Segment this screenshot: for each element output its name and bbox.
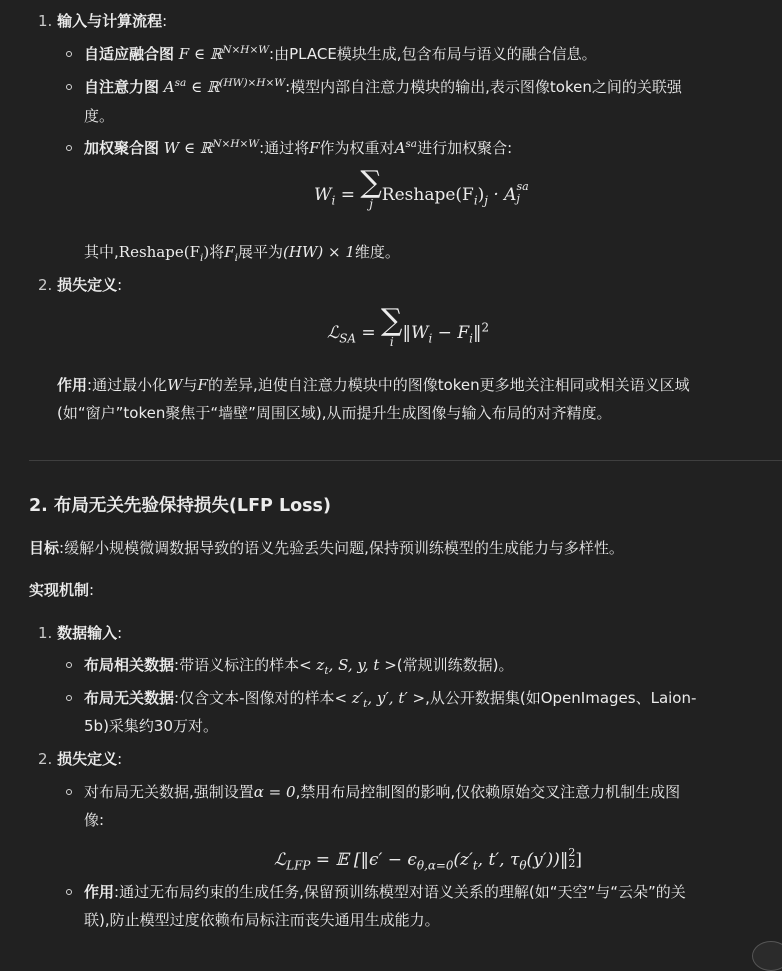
math-inline: W	[167, 376, 183, 394]
colon: :	[117, 624, 123, 642]
math-inline: A	[163, 78, 175, 96]
math-sup: sa	[405, 138, 418, 150]
note-text: 维度。	[354, 243, 400, 261]
eq-term: ℒ	[327, 323, 340, 343]
bullet-label: 布局无关数据	[84, 689, 175, 707]
eq-sup: sa	[516, 180, 529, 193]
math-sup: sa	[174, 77, 187, 89]
bullet-desc: :通过无布局约束的生成任务,保留预训练模型对语义关系的理解(如“天空”与“云朵”的关	[114, 883, 686, 901]
bullet-label: 自注意力图	[84, 78, 160, 96]
bullet-desc: 进行加权聚合:	[417, 139, 513, 157]
eq-term: = 𝔼 [‖ϵ′ − ϵ	[310, 850, 417, 870]
bullet-weighted-aggregation-map	[84, 136, 512, 160]
math-inline: , y′, t′ >	[367, 689, 426, 707]
math-sub: t	[324, 665, 329, 677]
math-inline: F	[309, 139, 320, 157]
item-title: 输入与计算流程	[57, 12, 163, 30]
bullet-desc: :模型内部自注意力模块的输出,表示图像token之间的关联强	[285, 78, 682, 96]
effect-text: 与	[182, 376, 198, 394]
eq-term: =	[335, 185, 361, 205]
bullet-self-attention-map	[84, 75, 682, 99]
bullet-label: 加权聚合图	[84, 139, 160, 157]
eq-sub: j	[484, 193, 488, 208]
math-inline: A	[394, 139, 406, 157]
bullet-adaptive-fusion-map	[84, 42, 597, 66]
bullet-icon	[66, 662, 72, 668]
eq-term: , t′, τ	[477, 850, 520, 870]
bullet-desc: :通过将	[259, 139, 310, 157]
list-item-input-flow	[38, 9, 167, 33]
list-item-loss-definition-2	[38, 747, 122, 771]
colon: :	[117, 750, 123, 768]
bullet-label: 作用	[84, 883, 115, 901]
effect-text: 的差异,迫使自注意力模块中的图像token更多地关注相同或相关语义区域	[207, 376, 690, 394]
list-number: 2.	[38, 750, 53, 768]
eq-term: (y′))‖	[526, 850, 569, 870]
eq-term: · A	[487, 185, 517, 205]
eq-sub: t	[472, 858, 478, 873]
goal-line	[29, 536, 624, 560]
bullet-icon	[66, 889, 72, 895]
math-sub: t	[363, 698, 368, 710]
math-inline: < z′	[334, 689, 364, 707]
sum-index: j	[369, 197, 373, 211]
eq-sub: θ,α=0	[416, 858, 454, 873]
math-inline: Reshape(F	[118, 243, 200, 261]
eq-sub: i	[469, 331, 473, 346]
eq-term: ]	[575, 850, 583, 870]
math-sub: i	[234, 252, 239, 264]
item-title: 数据输入	[57, 624, 118, 642]
bullet-desc: :带语义标注的样本	[174, 656, 300, 674]
math-inline: (HW) × 1	[283, 243, 355, 261]
equation-weighted-aggregation	[314, 165, 529, 214]
eq-sub: SA	[339, 331, 356, 346]
bullet-desc: (常规训练数据)。	[396, 656, 514, 674]
math-inline: < z	[299, 656, 325, 674]
eq-sup: 2	[481, 320, 490, 335]
list-item-loss-definition	[38, 273, 122, 297]
math-inline: α = 0	[253, 783, 296, 801]
bullet-desc: ,从公开数据集(如OpenImages、Laion-	[425, 689, 697, 707]
equation-lfp-loss	[274, 843, 582, 877]
math-inline: ∈ ℝ	[186, 78, 220, 96]
impl-line	[29, 578, 94, 602]
eq-sub: θ	[519, 858, 527, 873]
impl-label: 实现机制	[29, 581, 90, 599]
equation-sa-loss	[327, 303, 490, 352]
eq-sub: LFP	[286, 858, 311, 873]
scroll-button[interactable]	[752, 941, 782, 971]
bullet-desc: :由PLACE模块生成,包含布局与语义的融合信息。	[269, 45, 597, 63]
math-sup: (HW)×H×W	[219, 77, 286, 89]
sum-symbol: ∑ j	[360, 165, 382, 211]
section-heading-lfp-loss: 2. 布局无关先验保持损失(LFP Loss)	[29, 496, 331, 516]
bullet-layout-related-data	[84, 653, 513, 677]
colon: :	[117, 276, 123, 294]
eq-term: ℒ	[274, 850, 287, 870]
bullet-icon	[66, 84, 72, 90]
eq-term: ‖W	[402, 323, 429, 343]
eq-term: )	[477, 185, 485, 205]
eq-sup: 2	[568, 846, 576, 859]
bullet-desc: ,禁用布局控制图的影响,仅依赖原始交叉注意力机制生成图	[295, 783, 681, 801]
bullet-icon	[66, 145, 72, 151]
item-title: 损失定义	[57, 750, 118, 768]
note-text: 将	[209, 243, 225, 261]
bullet-icon	[66, 51, 72, 57]
eq-term: =	[355, 323, 382, 343]
sum-symbol: ∑ i	[381, 303, 403, 349]
bullet-desc: :仅含文本-图像对的样本	[174, 689, 335, 707]
math-sub: i	[200, 252, 204, 264]
eq-term: W	[314, 185, 332, 205]
bullet-label: 自适应融合图	[84, 45, 175, 63]
goal-label: 目标	[29, 539, 60, 557]
bullet-desc: 对布局无关数据,强制设置	[84, 783, 254, 801]
math-inline: F ∈ ℝ	[178, 45, 223, 63]
eq-sub: 2	[568, 857, 576, 870]
bullet-layout-free-data	[84, 686, 696, 710]
eq-sub: i	[428, 331, 433, 346]
eq-term: − F	[432, 323, 470, 343]
bullet-icon	[66, 695, 72, 701]
colon: :	[162, 12, 168, 30]
math-inline: W ∈ ℝ	[163, 139, 213, 157]
math-inline: )	[203, 243, 210, 261]
eq-term: Reshape(F	[381, 185, 474, 205]
bullet-desc-cont: 联),防止模型过度依赖布局标注而丧失通用生成能力。	[84, 911, 440, 929]
list-number: 1.	[38, 624, 53, 642]
list-item-data-input	[38, 621, 122, 645]
bullet-desc-cont: 度。	[84, 107, 115, 125]
section-divider	[29, 460, 782, 461]
math-sup: N×H×W	[222, 44, 270, 56]
list-number: 1.	[38, 12, 53, 30]
math-inline: F	[197, 376, 208, 394]
eq-sub: i	[473, 193, 478, 208]
math-inline: , S, y, t >	[328, 656, 397, 674]
reshape-note	[84, 240, 400, 264]
eq-sub: i	[331, 193, 336, 208]
goal-text: :缓解小规模微调数据导致的语义先验丢失问题,保持预训练模型的生成能力与多样性。	[59, 539, 624, 557]
bullet-desc: 作为权重对	[319, 139, 395, 157]
colon: :	[89, 581, 95, 599]
bullet-desc-cont: 5b)采集约30万对。	[84, 717, 219, 735]
effect-paragraph-line1	[57, 373, 690, 397]
effect-paragraph-line2: (如“窗户”token聚焦于“墙壁”周围区域),从而提升生成图像与输入布局的对齐精度。	[57, 404, 612, 422]
list-number: 2.	[38, 276, 53, 294]
bullet-desc-cont: 像:	[84, 811, 105, 829]
effect-text: :通过最小化	[87, 376, 168, 394]
note-text: 其中,	[84, 243, 119, 261]
bullet-effect-lfp	[84, 880, 686, 904]
bullet-label: 布局相关数据	[84, 656, 175, 674]
effect-label: 作用	[57, 376, 88, 394]
eq-subsup	[516, 181, 528, 205]
eq-term: ‖	[472, 323, 482, 343]
bullet-alpha-zero	[84, 780, 680, 804]
item-title: 损失定义	[57, 276, 118, 294]
math-sup: N×H×W	[212, 138, 260, 150]
note-text: 展平为	[238, 243, 284, 261]
bullet-icon	[66, 789, 72, 795]
math-inline: F	[224, 243, 235, 261]
sum-index: i	[389, 335, 394, 349]
eq-sub: j	[516, 192, 520, 205]
eq-term: (z′	[453, 850, 473, 870]
